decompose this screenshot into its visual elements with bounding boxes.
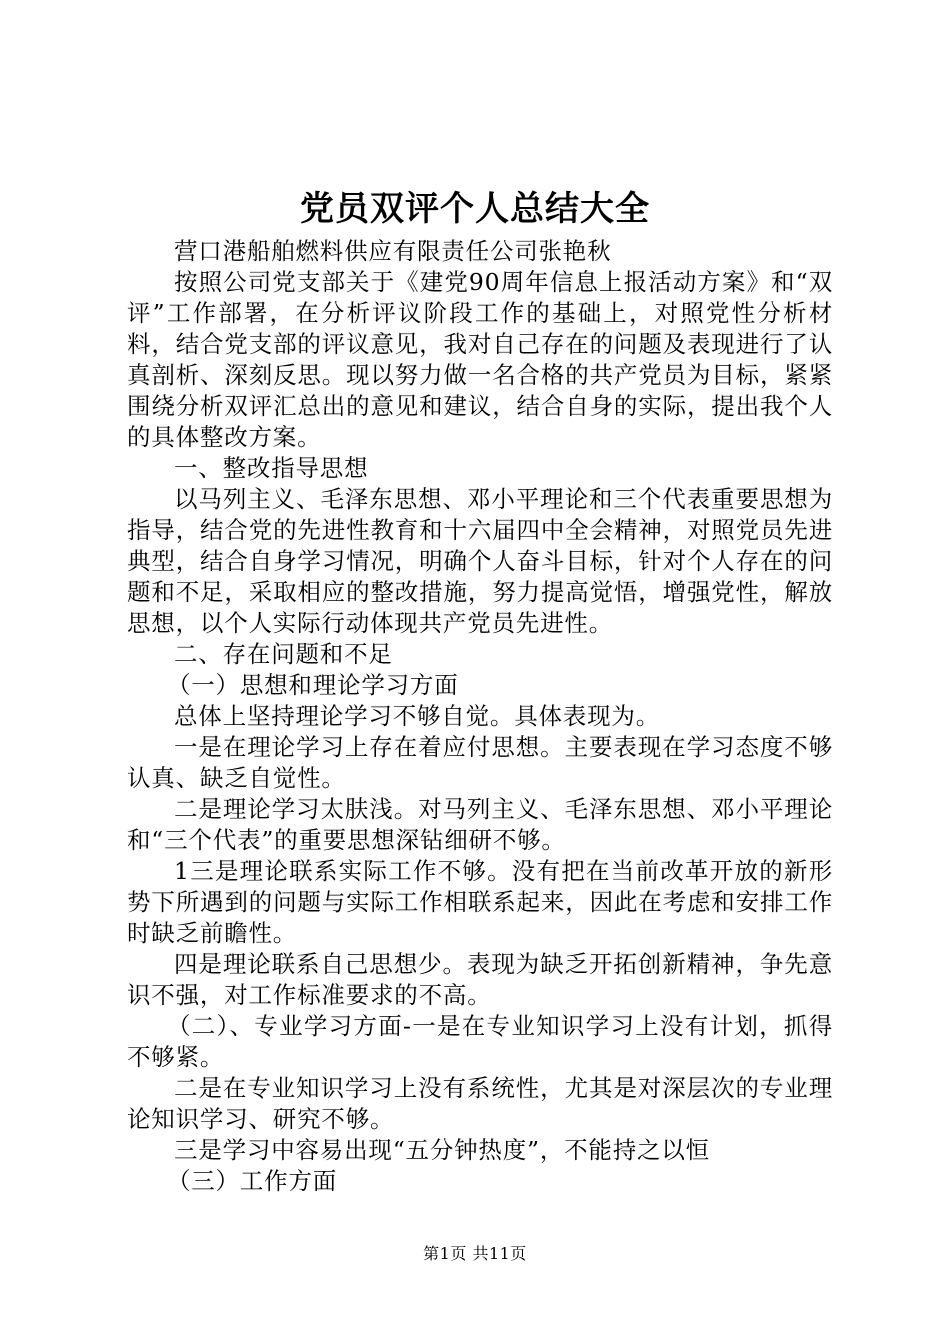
page-number: 第1页 共11页 bbox=[423, 1244, 527, 1263]
author-line: 营口港船舶燃料供应有限责任公司张艳秋 bbox=[174, 237, 612, 265]
section-heading: 二、存在问题和不足 bbox=[174, 640, 393, 668]
section-heading: 一、整改指导思想 bbox=[174, 454, 369, 482]
paragraph: 二是理论学习太肤浅。对马列主义、毛泽东思想、邓小平理论和“三个代表”的重要思想深钻细研不够。 bbox=[127, 795, 833, 854]
paragraph: 四是理论联系自己思想少。表现为缺乏开拓创新精神，争先意识不强，对工作标准要求的不高。 bbox=[127, 950, 833, 1009]
paragraph: 总体上坚持理论学习不够自觉。具体表现为。 bbox=[174, 702, 660, 730]
paragraph: 二是在专业知识学习上没有系统性，尤其是对深层次的专业理论知识学习、研究不够。 bbox=[127, 1074, 833, 1133]
paragraph: 一是在理论学习上存在着应付思想。主要表现在学习态度不够认真、缺乏自觉性。 bbox=[127, 733, 833, 792]
document-body bbox=[127, 236, 833, 1197]
paragraph: 按照公司党支部关于《建党90周年信息上报活动方案》和“双评”工作部署，在分析评议阶段工作的基础上，对照党性分析材料，结合党支部的评议意见，我对自己存在的问题及表现进行了认真剖析、深刻反思。现以努力做一名合格的共产党员为目标，紧紧围绕分析双评汇总出的意见和建议，结合自身的实际，提出我个人的具体整改方案。 bbox=[127, 268, 833, 451]
paragraph: 1三是理论联系实际工作不够。没有把在当前改革开放的新形势下所遇到的问题与实际工作相联系起来，因此在考虑和安排工作时缺乏前瞻性。 bbox=[127, 857, 833, 947]
subsection-heading: （三）工作方面 bbox=[166, 1167, 338, 1195]
document-title: 党员双评个人总结大全 bbox=[300, 189, 650, 229]
paragraph: 三是学习中容易出现“五分钟热度”，不能持之以恒 bbox=[174, 1136, 710, 1164]
subsection-heading: （一）思想和理论学习方面 bbox=[166, 671, 459, 699]
paragraph: 以马列主义、毛泽东思想、邓小平理论和三个代表重要思想为指导，结合党的先进性教育和十六届四中全会精神，对照党员先进典型，结合自身学习情况，明确个人奋斗目标，针对个人存在的问题和不足，采取相应的整改措施，努力提高觉悟，增强党性，解放思想，以个人实际行动体现共产党员先进性。 bbox=[127, 485, 833, 637]
subsection-heading: （二）、专业学习方面-一是在专业知识学习上没有计划，抓得不够紧。 bbox=[127, 1012, 833, 1071]
